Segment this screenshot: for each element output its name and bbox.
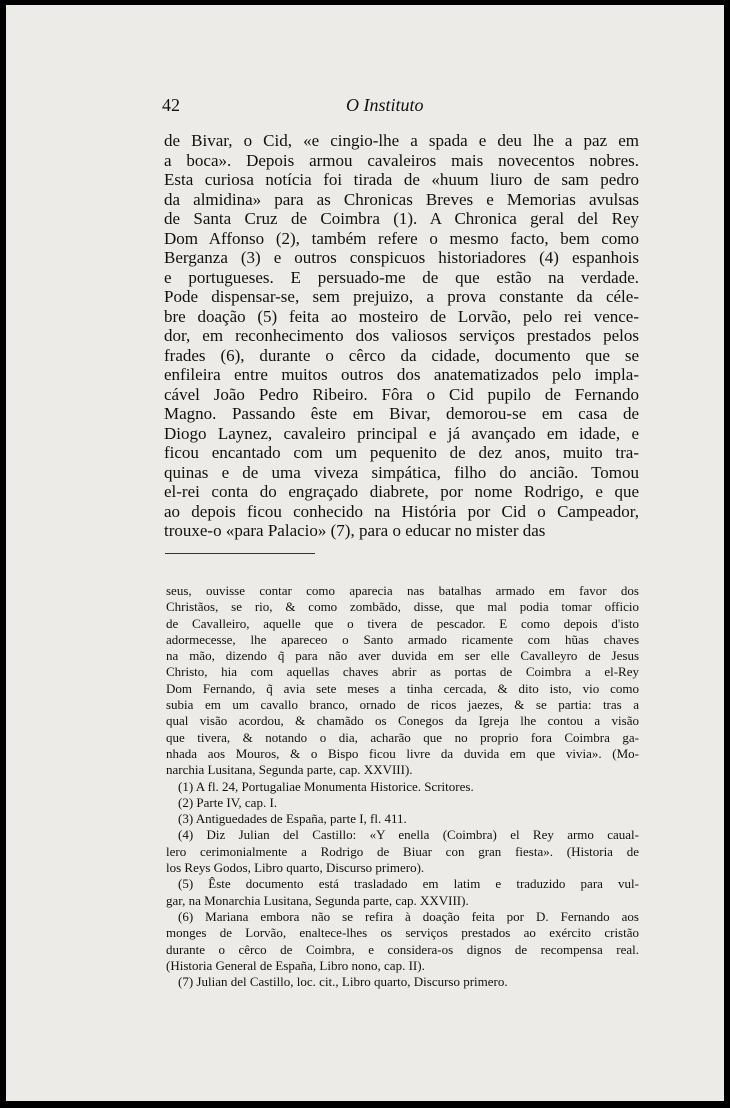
body-line: dor, em reconhecimento dos valiosos serviços prestados pelos xyxy=(164,326,639,345)
running-header xyxy=(6,93,724,117)
body-line: de Bivar, o Cid, «e cingio-lhe a spada e deu lhe a paz em xyxy=(164,131,639,150)
footnote-1: (1) A fl. 24, Portugaliae Monumenta Historice. Scritores. xyxy=(178,778,474,794)
footnote-line: los Reys Godos, Libro quarto, Discurso primero). xyxy=(166,860,425,876)
footnote-line: narchia Lusitana, Segunda parte, cap. XXVIII). xyxy=(166,762,413,778)
body-line: de Santa Cruz de Coimbra (1). A Chronica geral del Rey xyxy=(164,209,639,228)
footnote-6: (6) Mariana embora não se refira à doação feita por D. Fernando aos xyxy=(178,908,639,924)
footnote-line: na mão, dizendo q̃ para não aver duvida em ser elle Cavalleyro de Jesus xyxy=(166,648,639,664)
footnote-5: (5) Êste documento está trasladado em latim e traduzido para vul- xyxy=(178,876,639,892)
footnote-line: durante o cêrco de Coimbra, e considera-os dignos de recompensa real. xyxy=(166,941,639,957)
body-line: ficou encantado com um pequenito de dez anos, muito tra- xyxy=(164,443,639,462)
body-line: frades (6), durante o cêrco da cidade, documento que se xyxy=(164,345,639,365)
body-line: el-rei conta do engraçado diabrete, por nome Rodrigo, e que xyxy=(164,482,639,501)
footnote-4: (4) Diz Julian del Castillo: «Y enella (Coimbra) el Rey armo caual- xyxy=(178,827,639,843)
body-line: Esta curiosa notícia foi tirada de «huum liuro de sam pedro xyxy=(164,170,639,189)
footnote-line: seus, ouvisse contar como aparecia nas batalhas armado em favor dos xyxy=(166,583,639,598)
footnote-line: adormecesse, lhe apareceo o Santo armado ricamente com hũas chaves xyxy=(166,631,639,647)
body-line: da almidina» para as Chronicas Breves e Memorias avulsas xyxy=(164,189,639,209)
body-line: Dom Affonso (2), também refere o mesmo facto, bem como xyxy=(164,228,639,248)
body-line: ao depois ficou conhecido na História por Cid o Campeador, xyxy=(164,501,639,521)
body-line: Berganza (3) e outros conspicuos historiadores (4) espanhois xyxy=(164,248,639,267)
body-line: a boca». Depois armou cavaleiros mais novecentos nobres. xyxy=(164,150,639,170)
body-line: cável João Pedro Ribeiro. Fôra o Cid pupilo de Fernando xyxy=(164,384,639,404)
footnote-separator xyxy=(165,553,315,554)
footnote-line: nhada aos Mouros, & o Bispo ficou livre da duvida em que vivia». (Mo- xyxy=(166,745,639,761)
running-title: O Instituto xyxy=(346,95,424,115)
footnote-line: (Historia General de España, Libro nono, cap. II). xyxy=(166,957,425,973)
body-line: bre doação (5) feita ao mosteiro de Lorvão, pelo rei vence- xyxy=(164,306,639,326)
footnotes xyxy=(166,583,639,990)
body-line: e portugueses. E persuado-me de que estão na verdade. xyxy=(164,267,639,287)
footnote-line: qual visão acordou, & chamãdo os Conegos da Igreja lhe contou a visão xyxy=(166,713,639,729)
page-number: 42 xyxy=(162,95,180,115)
footnote-line: Christãos, se rio, & como zombãdo, disse, que mal podia tomar officio xyxy=(166,599,639,615)
body-line: quinas e de uma viveza simpática, filho do ancião. Tomou xyxy=(164,462,639,482)
footnote-line: monges de Lorvão, enaltece-lhes os serviços prestados ao exército cristão xyxy=(166,925,639,941)
footnote-line: lero cerimonialmente a Rodrigo de Biuar con gran fiesta». (Historia de xyxy=(166,843,639,859)
body-line: Diogo Laynez, cavaleiro principal e já avançado em idade, e xyxy=(164,423,639,443)
footnote-2: (2) Parte IV, cap. I. xyxy=(178,794,278,810)
footnote-line: subia em um cavallo branco, ornado de ricos jaezes, & se partia: tras a xyxy=(166,697,639,713)
footnote-line: de Cavalleiro, aquelle que o tivera de pescador. E como depois d'isto xyxy=(166,615,639,631)
footnote-line: gar, na Monarchia Lusitana, Segunda parte, cap. XXVIII). xyxy=(166,892,469,908)
footnote-line: Dom Fernando, q̃ avia sete meses a tinha cercada, & dito isto, vio como xyxy=(166,680,639,696)
footnote-line: que tivera, & notando o dia, acharão que no proprio fora Coimbra ga- xyxy=(166,729,639,745)
footnote-7: (7) Julian del Castillo, loc. cit., Libro quarto, Discurso primero. xyxy=(178,974,508,990)
main-text xyxy=(164,131,639,541)
book-page xyxy=(6,5,724,1101)
body-line: enfileira entre muitos outros dos anatematizados pelo impla- xyxy=(164,365,639,384)
body-line: Pode dispensar-se, sem prejuizo, a prova constante da céle- xyxy=(164,287,639,306)
body-line: trouxe-o «para Palacio» (7), para o educar no mister das xyxy=(164,521,546,540)
body-line: Magno. Passando êste em Bivar, demorou-se em casa de xyxy=(164,404,639,423)
footnote-line: Christo, hia com aquellas chaves abrir as portas de Coimbra a el-Rey xyxy=(166,664,639,680)
footnote-3: (3) Antiguedades de España, parte I, fl. 411. xyxy=(178,811,407,827)
